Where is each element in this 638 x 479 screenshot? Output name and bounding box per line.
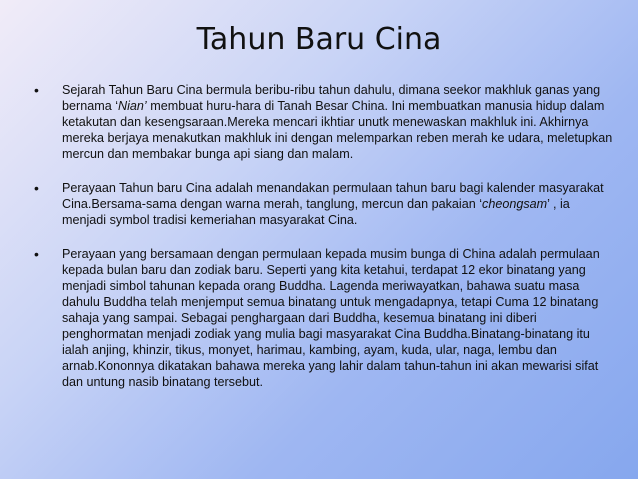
bullet-text-part: membuat huru-hara di Tanah Besar China. Ini membuatkan manusia hidup dalam ketakutan dan kesengsaraan.Mereka mencari ikhtiar unutk menewaskan makhluk ini. Akhirnya mereka berjaya menakutkan makhluk ini dengan melemparkan reben merah ke udara, meletupkan mercun dan membakar bunga api siang dan malam. — [62, 99, 613, 161]
bullet-list — [34, 82, 614, 408]
bullet-text-part: Perayaan yang bersamaan dengan permulaan kepada musim bunga di China adalah permulaan kepada bulan baru dan zodiak baru. Seperti yang kita ketahui, terdapat 12 ekor binatang yang menjadi simbol tahunan kepada orang Buddha. Lagenda meriwayatkan, bahawa suatu masa dahulu Buddha telah menjemput semua binatang untuk mengadapnya, tetapi Cuma 12 binatang sahaja yang sampai. Sebagai penghargaan dari Buddha, kesemua binatang ini diberi penghormatan menjadi zodiak yang mulia bagi masyarakat Cina Buddha.Binatang-binatang itu ialah anjing, khinzir, tikus, monyet, harimau, kambing, ayam, kuda, ular, naga, lembu dan arnab.Kononnya dikatakan bahawa mereka yang lahir dalam tahun-tahun ini akan mewarisi sifat dan untung nasib binatang tersebut. — [62, 247, 600, 389]
bullet-text-part: ’ , ia menjadi symbol tradisi kemeriahan masyarakat Cina. — [62, 197, 570, 227]
slide-title: Tahun Baru Cina — [196, 22, 442, 57]
bullet-item — [34, 180, 614, 228]
bullet-dot: • — [34, 180, 39, 196]
bullet-dot: • — [34, 82, 39, 98]
bullet-text-italic: Nian’ — [118, 99, 147, 113]
bullet-text-part: Sejarah Tahun Baru Cina bermula beribu-ribu tahun dahulu, dimana seekor makhluk ganas yang bernama ‘ — [62, 83, 601, 113]
bullet-item — [34, 246, 614, 390]
bullet-item — [34, 82, 614, 162]
bullet-text-part: Perayaan Tahun baru Cina adalah menandakan permulaan tahun baru bagi kalender masyarakat Cina.Bersama-sama dengan warna merah, tanglung, mercun dan pakaian ‘ — [62, 181, 604, 211]
bullet-dot: • — [34, 246, 39, 262]
bullet-text-italic: cheongsam — [482, 197, 548, 211]
